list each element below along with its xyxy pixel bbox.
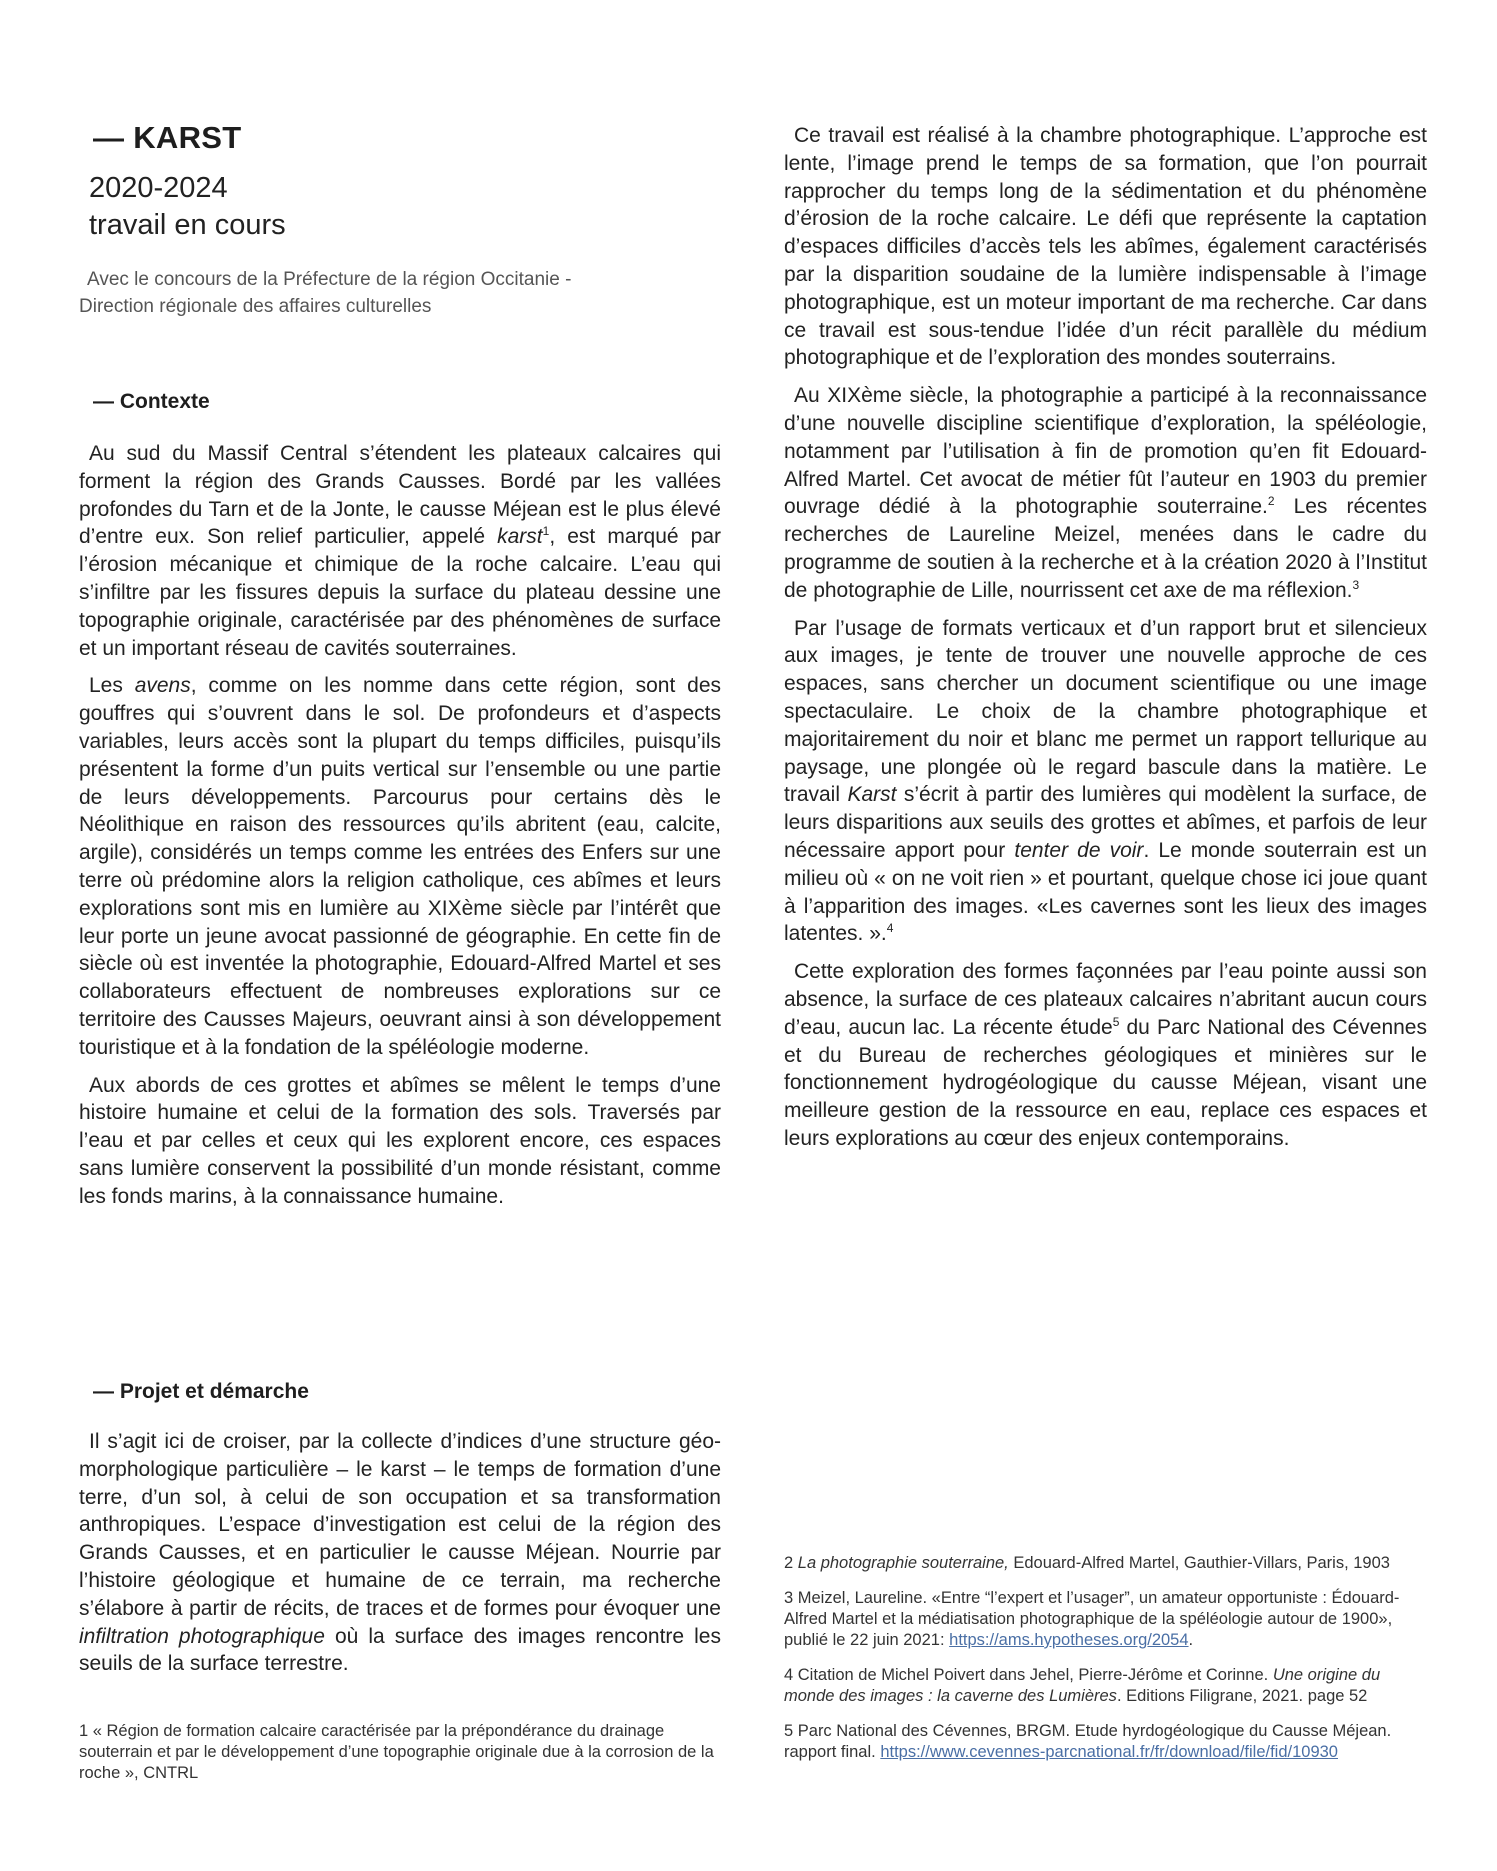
footnote-text: 4 Citation de Michel Poivert dans Jehel, Pierre-Jérôme et Corinne. bbox=[784, 1666, 1273, 1684]
text-run: , est marqué par l’érosion mécanique et chimique de la roche calcaire. L’eau qui s’infiltre par les fissures depuis la surface du plateau dessine une topographie originale, caractérisée par des phénomènes de surface et un important réseau de cavités souterraines. bbox=[79, 525, 721, 660]
footnote-2 bbox=[784, 1553, 1427, 1574]
footnote-text: Edouard-Alfred Martel, Gauthier-Villars, Paris, 1903 bbox=[1008, 1554, 1390, 1572]
italic-term: infiltration photographique bbox=[79, 1624, 325, 1648]
support-credit bbox=[79, 266, 719, 320]
paragraph: Aux abords de ces grottes et abîmes se mêlent le temps d’une histoire humaine et celui de la formation des sols. Traversés par l’eau et par celles et ceux qui les explorent encore, ces espaces sans lumière conservent la possibilité d’un monde résistant, comme les fonds marins, à la connaissance humaine. bbox=[79, 1073, 721, 1208]
text-run: Par l’usage de formats verticaux et d’un rapport brut et silencieux aux images, je tente de trouver une nouvelle approche de ces espaces, sans chercher un document scientifique ou une image spectaculaire. Le choix de la chambre photographique et majoritairement du noir et blanc me permet un rapport tellurique au paysage, une plongée où le regard bascule dans la matière. Le travail bbox=[784, 616, 1427, 807]
footnote-3 bbox=[784, 1588, 1427, 1651]
footnote-ref: 3 bbox=[1352, 577, 1360, 592]
right-column-body bbox=[784, 122, 1427, 1153]
footnote-5 bbox=[784, 1721, 1427, 1763]
paragraph bbox=[784, 615, 1427, 949]
footnote-title: La photographie souterraine, bbox=[797, 1554, 1009, 1572]
projet-body bbox=[79, 1428, 721, 1678]
italic-term: karst bbox=[497, 525, 543, 549]
footnote-ref: 1 bbox=[542, 524, 550, 539]
footnote-link[interactable]: https://www.cevennes-parcnational.fr/fr/download/file/fid/10930 bbox=[880, 1743, 1338, 1761]
text-run: Les récentes recherches de Laureline Meizel, menées dans le cadre du programme de soutien à la recherche et à la création 2020 à l’Institut de photographie de Lille, nourrissent cet axe de ma réflexion. bbox=[784, 495, 1427, 602]
text-run: Les bbox=[89, 674, 135, 698]
section-heading-contexte: — Contexte bbox=[93, 390, 210, 413]
section-heading-projet: — Projet et démarche bbox=[93, 1380, 309, 1403]
text-run: s’écrit à partir des lumières qui modèlent la surface, de leurs disparitions aux seuils des grottes et abîmes, et parfois de leur nécessaire apport pour bbox=[784, 783, 1427, 862]
contexte-body bbox=[79, 440, 721, 1211]
support-line-2: Direction régionale des affaires culturelles bbox=[79, 296, 432, 317]
paragraph bbox=[79, 672, 721, 1061]
footnote-text: 3 Meizel, Laureline. «Entre “l’expert et l’usager”, un amateur opportuniste : Édouard-Alfred Martel et la médiatisation photographique de la spéléologie autour de 1900», publié le 22 juin 2021: bbox=[784, 1589, 1400, 1649]
footnote-text: 5 Parc National des Cévennes, BRGM. Etude hyrdogéologique du Causse Méjean. rapport final. bbox=[784, 1722, 1392, 1761]
footnote-1 bbox=[79, 1721, 721, 1798]
paragraph bbox=[79, 1428, 721, 1678]
paragraph bbox=[784, 382, 1427, 604]
footnote-ref: 5 bbox=[1112, 1014, 1120, 1029]
footnote-4 bbox=[784, 1665, 1427, 1707]
text-run: du Parc National des Cévennes et du Bureau de recherches géologiques et minières sur le fonctionnement hydrogéologique du causse Méjean, visant une meilleure gestion de la ressource en eau, replace ces espaces et leurs explorations au cœur des enjeux contemporains. bbox=[784, 1015, 1427, 1150]
footnote-ref: 4 bbox=[886, 921, 894, 936]
footnote-text: . Editions Filigrane, 2021. page 52 bbox=[1116, 1687, 1368, 1705]
text-run: où la surface des images rencontre les seuils de la surface terrestre. bbox=[79, 1624, 721, 1676]
years-range: 2020-2024 bbox=[89, 172, 228, 204]
project-status: travail en cours bbox=[89, 209, 286, 241]
footnote-text: . bbox=[1188, 1631, 1194, 1649]
text-run: Cette exploration des formes façonnées par l’eau pointe aussi son absence, la surface de ces plateaux calcaires n’abritant aucun cours d’eau, aucun lac. La récente étude bbox=[784, 960, 1427, 1039]
paragraph bbox=[79, 440, 721, 662]
italic-term: Karst bbox=[847, 783, 897, 807]
paragraph bbox=[784, 958, 1427, 1153]
paragraph: Ce travail est réalisé à la chambre photographique. L’approche est lente, l’image prend le temps de sa formation, que l’on pourrait rapprocher du temps long de la sédimentation et du phénomène d’érosion de la roche calcaire. Le défi que représente la captation d’espaces difficiles d’accès tels les abîmes, également caractérisés par la disparition soudaine de la lumière indispensable à l’image photographique, est un moteur important de ma recherche. Car dans ce travail est sous-tendue l’idée d’un récit parallèle du médium photographique et de l’exploration des mondes souterrains. bbox=[784, 124, 1427, 370]
footnote-text: 1 « Région de formation calcaire caractérisée par la prépondérance du drainage souterrain et par le développement d’une topographie originale due à la corrosion de la roche », CNTRL bbox=[79, 1722, 714, 1782]
text-run: Au XIXème siècle, la photographie a participé à la reconnaissance d’une nouvelle discipline scientifique d’exploration, la spéléologie, notamment par l’utilisation à fin de promotion qu’en fit Edouard-Alfred Martel. Cet avocat de métier fût l’auteur en 1903 du premier ouvrage dédié à la photographie souterraine. bbox=[784, 384, 1427, 519]
footnote-title: Une origine du monde des images : la caverne des Lumières bbox=[784, 1666, 1381, 1705]
italic-term: tenter de voir bbox=[1014, 838, 1144, 862]
support-line-1: Avec le concours de la Préfecture de la région Occitanie - bbox=[87, 269, 572, 290]
text-run: Au sud du Massif Central s’étendent les plateaux calcaires qui forment la région des Grands Causses. Bordé par les vallées profondes du Tarn et de la Jonte, le causse Méjean est le plus élevé d’entre eux. Son relief particulier, appelé bbox=[79, 442, 721, 549]
footnote-link[interactable]: https://ams.hypotheses.org/2054 bbox=[949, 1631, 1189, 1649]
footnote-ref: 2 bbox=[1267, 494, 1275, 509]
footnote-number: 2 bbox=[784, 1554, 798, 1572]
text-run: , comme on les nomme dans cette région, sont des gouffres qui s’ouvrent dans le sol. De profondeurs et d’aspects variables, leurs accès sont la plupart du temps difficiles, puisqu’ils présentent la forme d’un puits vertical sur l’ensemble ou une partie de leurs développements. Parcourus pour certains dès le Néolithique en raison des ressources qu’ils abritent (eau, calcite, argile), considérés un temps comme les entrées des Enfers sur une terre où prédomine alors la religion catholique, ces abîmes et leurs explorations sont mis en lumière au XIXème siècle par l’intérêt que leur porte un jeune avocat passionné de géographie. En cette fin de siècle où est inventée la photographie, Edouard-Alfred Martel et ses collaborateurs effectuent de nombreuses explorations sur ce territoire des Causses Majeurs, oeuvrant ainsi à son développement touristique et à la fondation de la spéléologie moderne. bbox=[79, 674, 721, 1059]
footnotes-right bbox=[784, 1553, 1427, 1777]
italic-term: avens bbox=[134, 674, 191, 698]
page-title: — KARST bbox=[93, 120, 242, 155]
text-run: . Le monde souterrain est un milieu où « on ne voit rien » et pourtant, quelque chose ici joue quant à l’apparition des images. «Les cavernes sont les lieux des images latentes. ». bbox=[784, 838, 1427, 946]
project-dates bbox=[89, 170, 286, 244]
text-run: Il s’agit ici de croiser, par la collecte d’indices d’une structure géo-morphologique particulière – le karst – le temps de formation d’une terre, d’un sol, à celui de son occupation et sa transformation anthropiques. L’espace d’investigation est celui de la région des Grands Causses, et en particulier le causse Méjean. Nourrie par l’histoire géologique et humaine de ce terrain, ma recherche s’élabore à partir de récits, de traces et de formes pour évoquer une bbox=[79, 1430, 721, 1620]
